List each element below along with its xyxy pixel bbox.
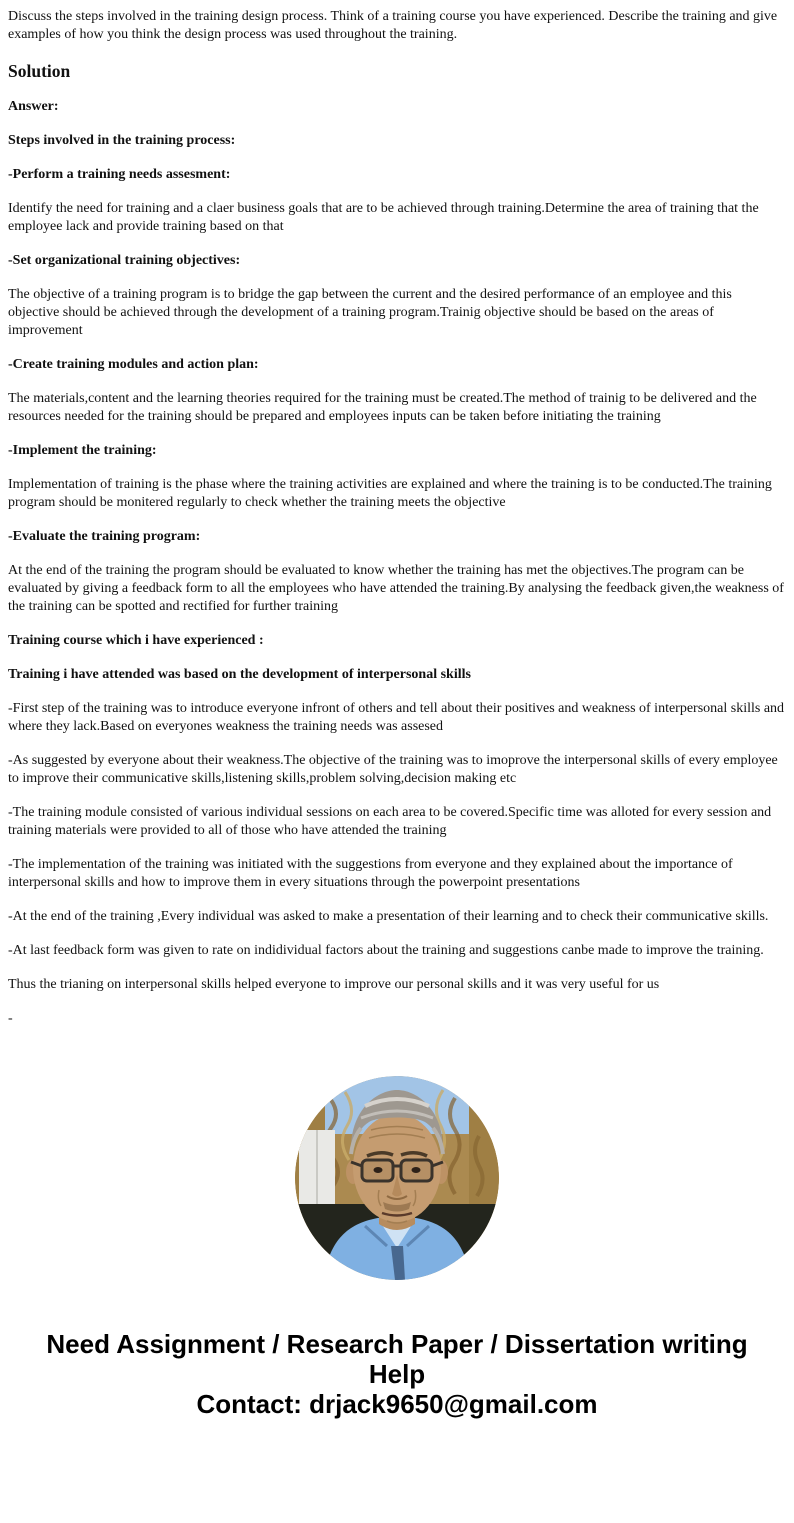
- step-heading-implement: -Implement the training:: [8, 443, 157, 458]
- body-paragraph: -The training module consisted of various individual sessions on each area to be covered.Specific time was alloted for every session and training materials were provided to all of those who have attended the training: [8, 805, 772, 838]
- experience-subheading: Training i have attended was based on the development of interpersonal skills: [8, 667, 471, 682]
- question-text: Discuss the steps involved in the training design process. Think of a training course you have experienced. Describe the training and give examples of how you think the design process was used throughout the training.: [8, 9, 778, 42]
- closing-dash: -: [8, 1011, 13, 1026]
- body-paragraph: -The implementation of the training was initiated with the suggestions from everyone and they explained about the importance of interpersonal skills and how to improve them in every situations through the powerpoint presentations: [8, 857, 733, 890]
- body-paragraph: The objective of a training program is to bridge the gap between the current and the desired performance of an employee and this objective should be achieved through the development of a training program.Trainig objective should be based on the areas of improvement: [8, 287, 732, 338]
- body-paragraph: The materials,content and the learning theories required for the training must be created.The method of trainig to be delivered and the resources needed for the training should be prepared and employees inputs can be taken before initiating the training: [8, 391, 757, 424]
- footer-banner: [8, 1329, 786, 1419]
- step-heading-objectives: -Set organizational training objectives:: [8, 253, 241, 268]
- portrait-photo: [295, 1076, 499, 1280]
- step-heading-evaluate: -Evaluate the training program:: [8, 529, 201, 544]
- body-paragraph: Identify the need for training and a claer business goals that are to be achieved through training.Determine the area of training that the employee lack and provide training based on that: [8, 201, 759, 234]
- answer-label: Answer:: [8, 99, 59, 114]
- body-paragraph: -At last feedback form was given to rate on indidividual factors about the training and suggestions canbe made to improve the training.: [8, 943, 764, 958]
- step-heading-modules: -Create training modules and action plan:: [8, 357, 259, 372]
- steps-heading: Steps involved in the training process:: [8, 133, 236, 148]
- portrait-container: [8, 1076, 786, 1280]
- body-paragraph: -At the end of the training ,Every individual was asked to make a presentation of their learning and to check their communicative skills.: [8, 909, 769, 924]
- experience-heading: Training course which i have experienced :: [8, 633, 264, 648]
- footer-promo-text: Need Assignment / Research Paper / Dissertation writing Help: [46, 1329, 748, 1389]
- solution-heading: Solution: [8, 61, 71, 81]
- body-paragraph: At the end of the training the program should be evaluated to know whether the training has met the objectives.The program can be evaluated by giving a feedback form to all the employees who have attended the training.By analysing the feedback given,the weakness of the training can be spotted and rectified for further training: [8, 563, 784, 614]
- body-paragraph: Thus the trianing on interpersonal skills helped everyone to improve our personal skills and it was very useful for us: [8, 977, 660, 992]
- body-paragraph: Implementation of training is the phase where the training activities are explained and where the training is to be conducted.The training program should be monitered regularly to check whether the training meets the objective: [8, 477, 772, 510]
- body-paragraph: -As suggested by everyone about their weakness.The objective of the training was to imoprove the interpersonal skills of every employee to improve their communicative skills,listening skills,problem solving,decision making etc: [8, 753, 778, 786]
- step-heading-needs-assessment: -Perform a training needs assesment:: [8, 167, 231, 182]
- body-paragraph: -First step of the training was to introduce everyone infront of others and tell about their positives and weakness of interpersonal skills and where they lack.Based on everyones weakness the training needs was assesed: [8, 701, 785, 734]
- footer-contact-text: Contact: drjack9650@gmail.com: [196, 1389, 598, 1419]
